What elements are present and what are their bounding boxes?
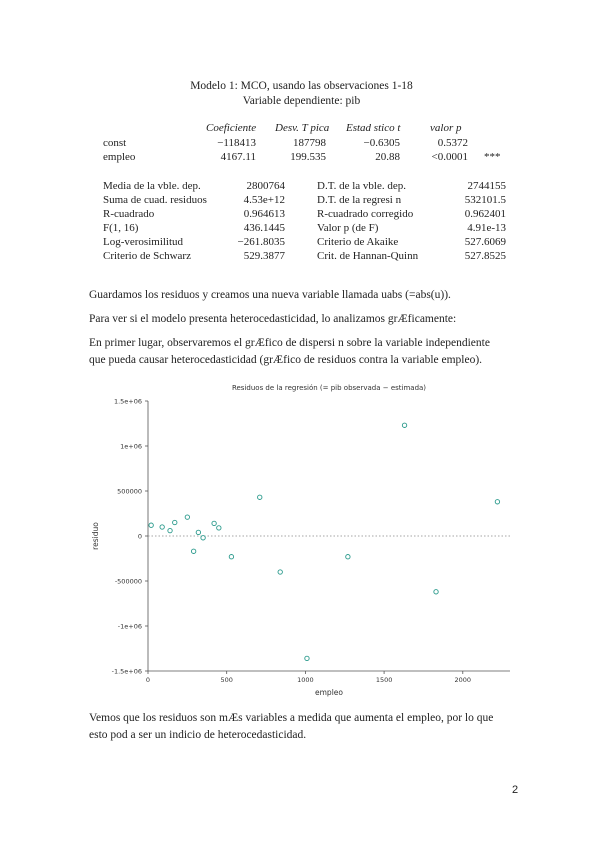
data-point [168, 528, 172, 532]
data-point [495, 500, 499, 504]
data-point [185, 515, 189, 519]
stat-label: F(1, 16) [103, 222, 139, 234]
x-tick-label: 2000 [454, 676, 472, 684]
data-point [217, 526, 221, 530]
stat-value: 532101.5 [464, 194, 506, 206]
stat-value: 2744155 [467, 180, 506, 192]
paragraph-conclusion-line1: Vemos que los residuos son mÆs variables a medida que aumenta el empleo, por lo que [89, 712, 494, 724]
stat-value: 4.91e-13 [467, 222, 506, 234]
stat-label: Valor p (de F) [317, 222, 379, 234]
stat-value: −261.8035 [237, 236, 285, 248]
data-point [191, 549, 195, 553]
page-number: 2 [512, 784, 519, 796]
paragraph-conclusion-line2: esto pod a ser un indicio de heterocedasticidad. [89, 729, 307, 741]
table-cell-se: 187798 [293, 137, 326, 149]
data-point [201, 536, 205, 540]
x-tick-label: 1000 [297, 676, 314, 684]
model-title: Modelo 1: MCO, usando las observaciones 1-18 [190, 80, 413, 92]
x-tick-label: 1500 [375, 676, 393, 684]
col-header-p: valor p [430, 122, 462, 134]
data-point [229, 555, 233, 559]
y-tick-label: 1.5e+06 [113, 397, 142, 406]
stat-value: 527.6069 [464, 236, 506, 248]
table-cell-t: −0.6305 [363, 137, 400, 149]
y-axis-label: residuo [91, 522, 100, 550]
data-point [160, 525, 164, 529]
data-point [212, 521, 216, 525]
stat-value: 0.962401 [464, 208, 506, 220]
table-cell-coef: 4167.11 [220, 151, 256, 163]
y-tick-label: 0 [137, 532, 142, 541]
x-tick-label: 500 [220, 676, 233, 684]
y-tick-label: 1e+06 [120, 442, 142, 451]
table-cell-stars: *** [484, 151, 501, 163]
stat-label: D.T. de la vble. dep. [317, 180, 406, 192]
data-point [196, 530, 200, 534]
col-header-coef: Coeficiente [206, 122, 257, 134]
y-tick-label: 500000 [117, 487, 142, 496]
paragraph-scatter-line1: En primer lugar, observaremos el grÆfico de dispersi n sobre la variable independiente [89, 337, 490, 349]
stat-label: Criterio de Akaike [317, 236, 399, 248]
stat-label: D.T. de la regresi n [317, 194, 402, 206]
data-point [258, 495, 262, 499]
stat-value: 0.964613 [243, 208, 285, 220]
table-cell-t: 20.88 [375, 151, 400, 163]
stat-label: R-cuadrado [103, 208, 155, 220]
y-tick-label: -1e+06 [117, 622, 142, 631]
stat-label: R-cuadrado corregido [317, 208, 414, 220]
col-header-se: Desv. T pica [275, 122, 330, 134]
stat-label: Media de la vble. dep. [103, 180, 201, 192]
stat-value: 436.1445 [243, 222, 285, 234]
table-row-name: empleo [103, 151, 136, 163]
stat-value: 2800764 [246, 180, 285, 192]
y-tick-label: -500000 [114, 577, 142, 586]
stat-label: Suma de cuad. residuos [103, 194, 207, 206]
table-cell-coef: −118413 [217, 137, 256, 149]
stat-value: 527.8525 [464, 250, 506, 262]
data-point [149, 523, 153, 527]
stat-label: Log-verosimilitud [103, 236, 184, 248]
paragraph-residuals: Guardamos los residuos y creamos una nueva variable llamada uabs (=abs(u)). [89, 289, 451, 301]
table-cell-p: <0.0001 [431, 151, 468, 163]
table-cell-se: 199.535 [290, 151, 326, 163]
data-point [434, 590, 438, 594]
stat-label: Crit. de Hannan-Quinn [317, 250, 419, 262]
paragraph-graphical: Para ver si el modelo presenta heterocedasticidad, lo analizamos grÆficamente: [89, 313, 457, 325]
data-point [278, 570, 282, 574]
col-header-t: Estad stico t [346, 122, 401, 134]
y-tick-label: -1.5e+06 [111, 667, 142, 676]
chart-title: Residuos de la regresión (= pib observada − estimada) [231, 384, 427, 392]
stat-label: Criterio de Schwarz [103, 250, 191, 262]
data-point [173, 520, 177, 524]
stat-value: 529.3877 [243, 250, 285, 262]
stat-value: 4.53e+12 [243, 194, 285, 206]
table-cell-p: 0.5372 [437, 137, 468, 149]
model-dependent: Variable dependiente: pib [242, 95, 361, 107]
x-axis-label: empleo [315, 688, 343, 697]
paragraph-scatter-line2: que pueda causar heterocedasticidad (grÆfico de residuos contra la variable empleo). [89, 354, 483, 366]
data-point [346, 555, 350, 559]
data-point [305, 656, 309, 660]
data-point [402, 423, 406, 427]
x-tick-label: 0 [145, 676, 151, 684]
table-row-name: const [103, 137, 127, 149]
